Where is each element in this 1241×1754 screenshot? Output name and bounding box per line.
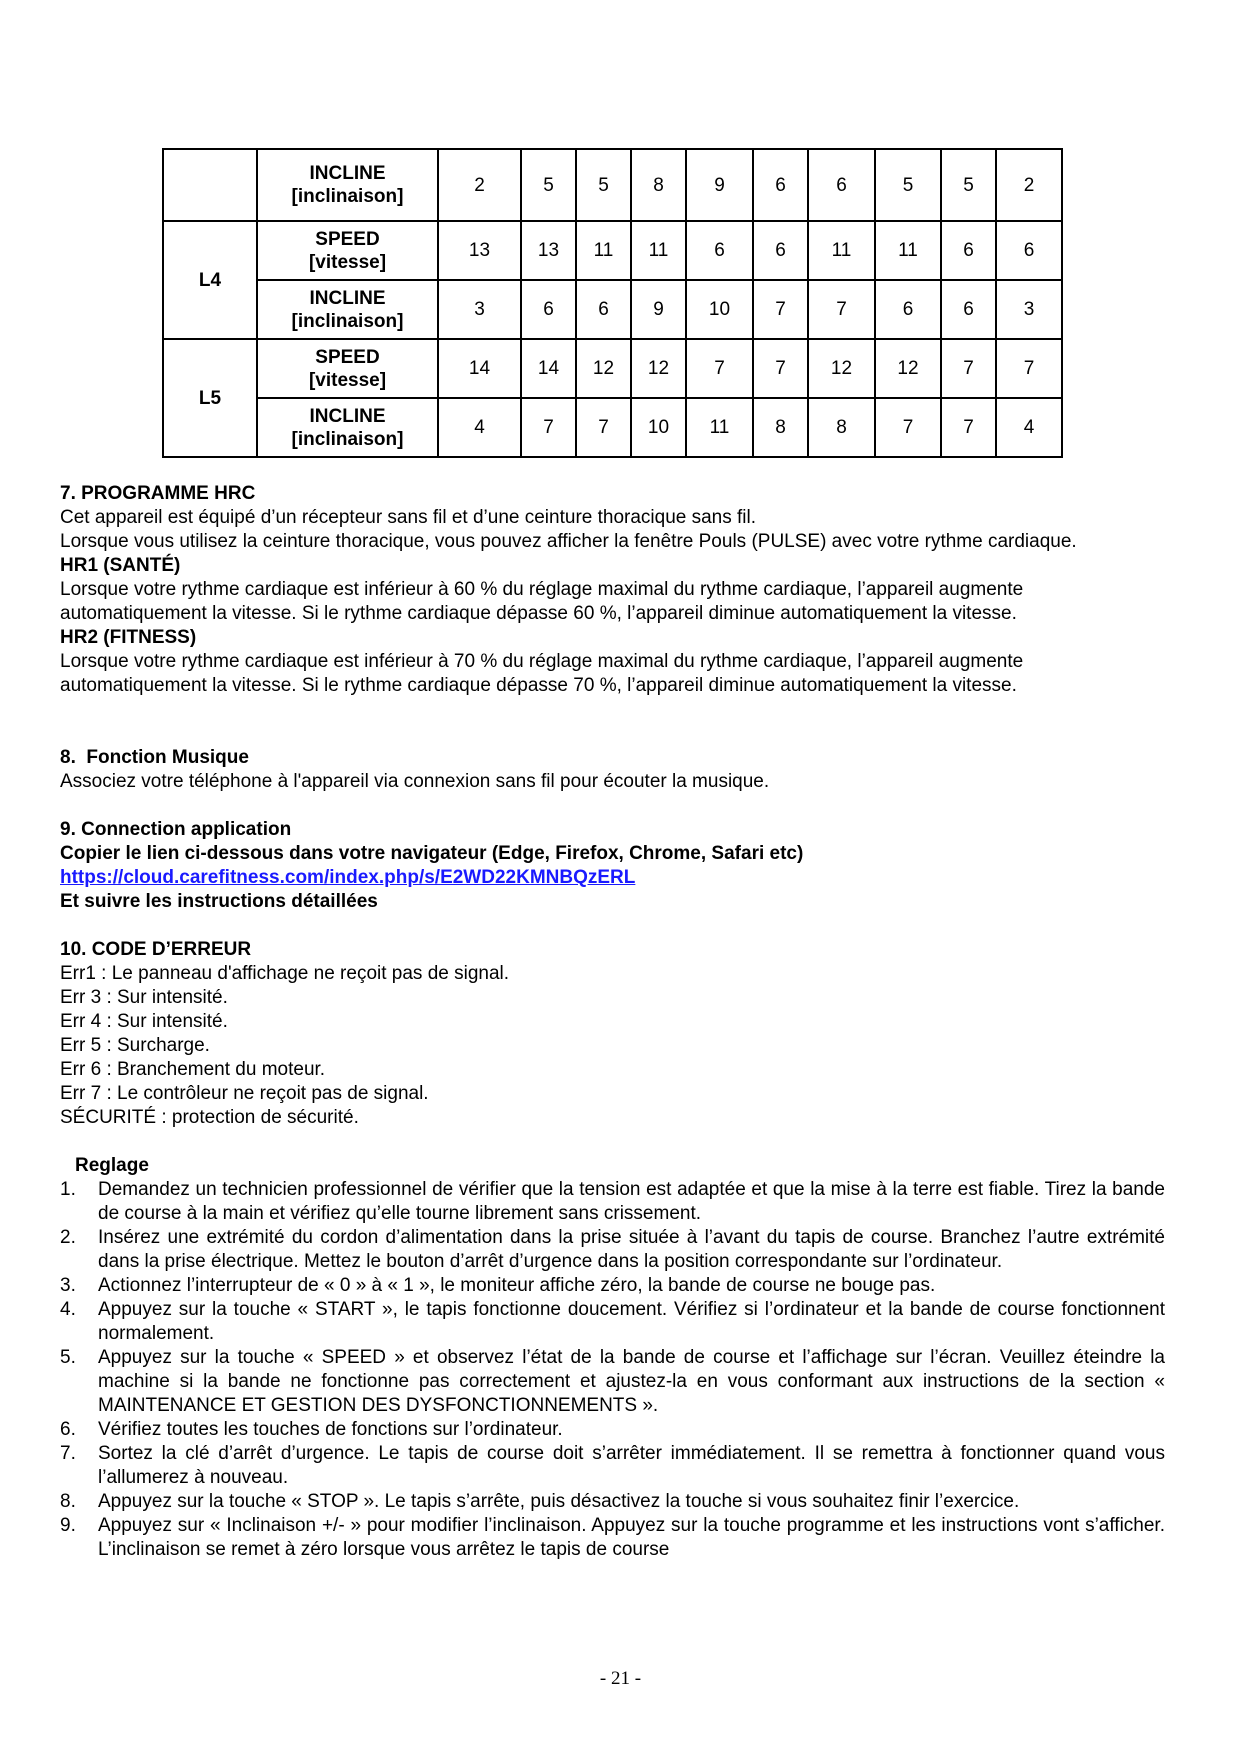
value-cell: 12 xyxy=(808,339,875,398)
row-label-sub: [inclinaison] xyxy=(291,310,404,332)
error-item: Err 7 : Le contrôleur ne reçoit pas de signal. xyxy=(60,1083,429,1104)
list-number: 9. xyxy=(60,1515,76,1536)
value-cell: 7 xyxy=(576,398,631,457)
list-number: 3. xyxy=(60,1275,76,1296)
subsection-title: HR2 (FITNESS) xyxy=(60,627,197,648)
list-number: 7. xyxy=(60,1443,76,1464)
value-cell: 13 xyxy=(438,221,521,280)
paragraph: Lorsque votre rythme cardiaque est inférieur à 60 % du réglage maximal du rythme cardiaque, l’appareil augmente automatiquement la vitesse. Si le rythme cardiaque dépasse 60 %, l’appareil diminue automatiquement la vitesse. xyxy=(60,579,1024,624)
value-cell: 10 xyxy=(686,280,753,339)
list-text: Appuyez sur la touche « SPEED » et observez l’état de la bande de course et l’affichage sur l’écran. Veuillez éteindre la machine si la bande ne fonctionne pas correctement et ajustez-la en vous conformant aux instructions de la section « MAINTENANCE ET GESTION DES DYSFONCTIONNEMENTS ». xyxy=(98,1347,1165,1416)
list-item xyxy=(60,1274,1165,1298)
list-number: 4. xyxy=(60,1299,76,1320)
list-text: Sortez la clé d’arrêt d’urgence. Le tapis de course doit s’arrêter immédiatement. Il se remettra à fonctionner quand vous l’allumerez à nouveau. xyxy=(98,1443,1165,1488)
list-text: Appuyez sur « Inclinaison +/- » pour modifier l’inclinaison. Appuyez sur la touche programme et les instructions vont s’afficher. L’inclinaison se remet à zéro lorsque vous arrêtez le tapis de course xyxy=(98,1515,1165,1560)
value-cell: 4 xyxy=(438,398,521,457)
value-cell: 5 xyxy=(576,149,631,221)
row-label xyxy=(257,280,438,339)
error-item: Err1 : Le panneau d'affichage ne reçoit pas de signal. xyxy=(60,963,510,984)
list-text: Actionnez l’interrupteur de « 0 » à « 1 », le moniteur affiche zéro, la bande de course ne bouge pas. xyxy=(98,1275,936,1296)
app-link[interactable]: https://cloud.carefitness.com/index.php/s/E2WD22KMNBQzERL xyxy=(60,867,636,888)
value-cell: 11 xyxy=(686,398,753,457)
value-cell: 8 xyxy=(808,398,875,457)
value-cell: 6 xyxy=(941,280,996,339)
row-label xyxy=(257,149,438,221)
row-label-main: INCLINE xyxy=(309,287,386,309)
value-cell: 3 xyxy=(996,280,1062,339)
value-cell: 9 xyxy=(631,280,686,339)
value-cell: 7 xyxy=(996,339,1062,398)
subsection-title: HR1 (SANTÉ) xyxy=(60,555,181,576)
value-cell: 7 xyxy=(521,398,576,457)
paragraph: Associez votre téléphone à l'appareil via connexion sans fil pour écouter la musique. xyxy=(60,771,770,792)
row-label-main: SPEED xyxy=(315,228,380,250)
value-cell: 11 xyxy=(875,221,941,280)
page-number: - 21 - xyxy=(599,1668,642,1689)
list-text: Insérez une extrémité du cordon d’alimentation dans la prise située à l’avant du tapis de course. Branchez l’autre extrémité dans la prise électrique. Mettez le bouton d’arrêt d’urgence dans la position correspondante sur l’ordinateur. xyxy=(98,1227,1165,1272)
section-reglage xyxy=(60,1154,1165,1562)
list-item xyxy=(60,1418,1165,1442)
value-cell: 3 xyxy=(438,280,521,339)
paragraph: Cet appareil est équipé d’un récepteur sans fil et d’une ceinture thoracique sans fil. xyxy=(60,507,757,528)
value-cell: 8 xyxy=(631,149,686,221)
paragraph: Lorsque votre rythme cardiaque est inférieur à 70 % du réglage maximal du rythme cardiaque, l’appareil augmente automatiquement la vitesse. Si le rythme cardiaque dépasse 70 %, l’appareil diminue automatiquement la vitesse. xyxy=(60,651,1024,696)
value-cell: 11 xyxy=(576,221,631,280)
row-label-main: INCLINE xyxy=(309,163,386,184)
value-cell: 2 xyxy=(996,149,1062,221)
value-cell: 6 xyxy=(941,221,996,280)
list-number: 5. xyxy=(60,1347,76,1368)
value-cell: 7 xyxy=(686,339,753,398)
section-error-codes xyxy=(60,938,1165,1130)
list-item xyxy=(60,1298,1165,1346)
list-text: Vérifiez toutes les touches de fonctions sur l’ordinateur. xyxy=(98,1419,563,1440)
section-title: 8. Fonction Musique xyxy=(60,747,249,768)
list-number: 6. xyxy=(60,1419,76,1440)
value-cell: 11 xyxy=(808,221,875,280)
list-number: 2. xyxy=(60,1227,76,1248)
value-cell: 12 xyxy=(576,339,631,398)
error-item: SÉCURITÉ : protection de sécurité. xyxy=(60,1107,359,1128)
value-cell: 7 xyxy=(941,339,996,398)
value-cell: 6 xyxy=(521,280,576,339)
table-row xyxy=(163,398,1062,457)
value-cell: 14 xyxy=(521,339,576,398)
list-item xyxy=(60,1226,1165,1274)
row-label xyxy=(257,339,438,398)
table-row xyxy=(163,149,1062,221)
list-item xyxy=(60,1346,1165,1418)
value-cell: 6 xyxy=(996,221,1062,280)
value-cell: 5 xyxy=(875,149,941,221)
row-label-sub: [inclinaison] xyxy=(291,186,404,207)
list-text: Demandez un technicien professionnel de vérifier que la tension est adaptée et que la mise à la terre est fiable. Tirez la bande de course à la main et vérifiez qu’elle tourne librement sans crissement. xyxy=(98,1179,1165,1224)
level-cell xyxy=(163,149,257,221)
section-title: Reglage xyxy=(75,1155,149,1176)
value-cell: 4 xyxy=(996,398,1062,457)
value-cell: 7 xyxy=(808,280,875,339)
program-table xyxy=(162,148,1063,458)
section-title: 7. PROGRAMME HRC xyxy=(60,483,256,504)
level-cell: L4 xyxy=(163,221,257,339)
list-item xyxy=(60,1442,1165,1490)
list-item xyxy=(60,1178,1165,1226)
row-label-sub: [vitesse] xyxy=(308,369,387,391)
value-cell: 12 xyxy=(875,339,941,398)
value-cell: 5 xyxy=(941,149,996,221)
value-cell: 12 xyxy=(631,339,686,398)
error-item: Err 5 : Surcharge. xyxy=(60,1035,210,1056)
list-text: Appuyez sur la touche « STOP ». Le tapis s’arrête, puis désactivez la touche si vous souhaitez finir l’exercice. xyxy=(98,1491,1020,1512)
list-item xyxy=(60,1490,1165,1514)
value-cell: 8 xyxy=(753,398,808,457)
value-cell: 13 xyxy=(521,221,576,280)
row-label-main: SPEED xyxy=(315,346,380,368)
instruction-text: Copier le lien ci-dessous dans votre navigateur (Edge, Firefox, Chrome, Safari etc) xyxy=(60,843,804,864)
table-row xyxy=(163,280,1062,339)
table-row xyxy=(163,339,1062,398)
table-row xyxy=(163,221,1062,280)
list-item xyxy=(60,1514,1165,1562)
section-title: 10. CODE D’ERREUR xyxy=(60,939,252,960)
level-cell: L5 xyxy=(163,339,257,457)
list-text: Appuyez sur la touche « START », le tapis fonctionne doucement. Vérifiez si l’ordinateur et la bande de course fonctionnent normalement. xyxy=(98,1299,1165,1344)
value-cell: 7 xyxy=(875,398,941,457)
value-cell: 6 xyxy=(576,280,631,339)
value-cell: 14 xyxy=(438,339,521,398)
value-cell: 6 xyxy=(875,280,941,339)
section-app xyxy=(60,818,1165,914)
paragraph: Lorsque vous utilisez la ceinture thoracique, vous pouvez afficher la fenêtre Pouls (PULSE) avec votre rythme cardiaque. xyxy=(60,531,1077,552)
value-cell: 5 xyxy=(521,149,576,221)
section-title: 9. Connection application xyxy=(60,819,292,840)
list-number: 1. xyxy=(60,1179,76,1200)
error-item: Err 4 : Sur intensité. xyxy=(60,1011,228,1032)
value-cell: 6 xyxy=(686,221,753,280)
follow-text: Et suivre les instructions détaillées xyxy=(60,891,378,912)
section-hrc xyxy=(60,482,1165,698)
row-label-sub: [inclinaison] xyxy=(291,428,404,450)
value-cell: 6 xyxy=(753,149,808,221)
value-cell: 9 xyxy=(686,149,753,221)
row-label-main: INCLINE xyxy=(309,405,386,427)
row-label-sub: [vitesse] xyxy=(308,251,387,273)
error-item: Err 6 : Branchement du moteur. xyxy=(60,1059,326,1080)
error-item: Err 3 : Sur intensité. xyxy=(60,987,228,1008)
value-cell: 6 xyxy=(753,221,808,280)
list-number: 8. xyxy=(60,1491,76,1512)
value-cell: 11 xyxy=(631,221,686,280)
value-cell: 7 xyxy=(753,280,808,339)
row-label xyxy=(257,221,438,280)
section-music xyxy=(60,746,1165,794)
value-cell: 10 xyxy=(631,398,686,457)
value-cell: 6 xyxy=(808,149,875,221)
row-label xyxy=(257,398,438,457)
value-cell: 2 xyxy=(438,149,521,221)
value-cell: 7 xyxy=(753,339,808,398)
value-cell: 7 xyxy=(941,398,996,457)
